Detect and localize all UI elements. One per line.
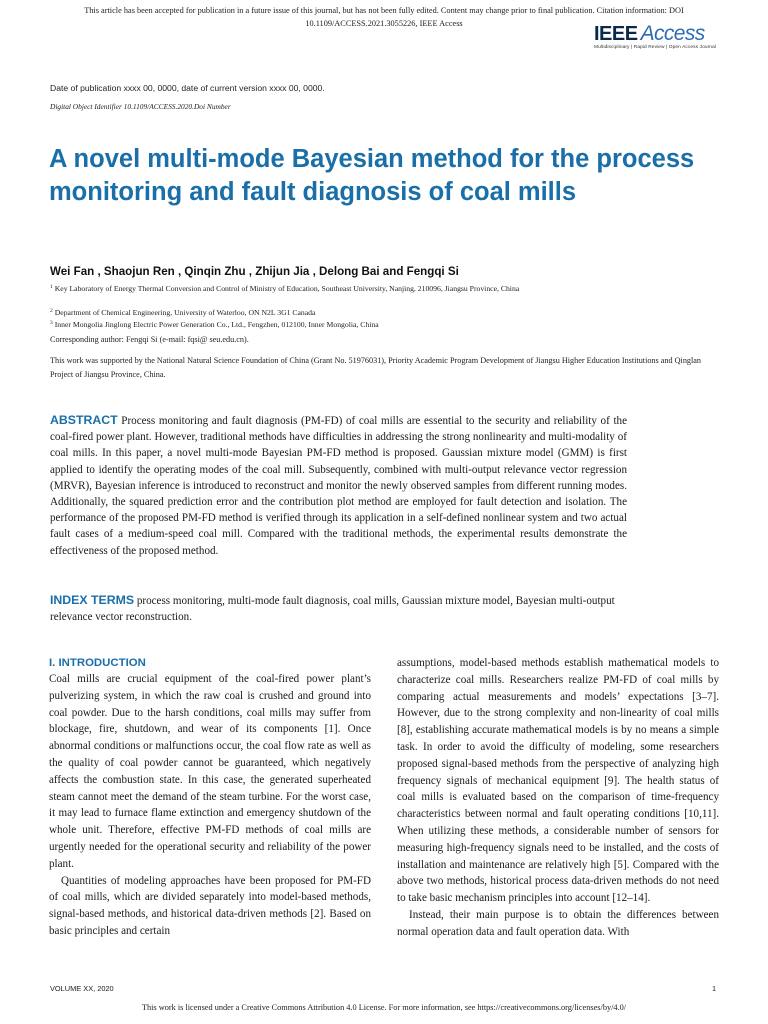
affiliation-text: Department of Chemical Engineering, University of Waterloo, ON N2L 3G1 Canada bbox=[54, 308, 316, 317]
affiliation-text: Inner Mongolia Jinglong Electric Power Generation Co., Ltd., Fengzhen, 012100, Inner Mongolia, China bbox=[54, 320, 379, 329]
page-number: 1 bbox=[712, 984, 717, 993]
left-column bbox=[49, 655, 371, 940]
body-paragraph: Coal mills are crucial equipment of the coal-fired power plant’s pulverizing system, in which the raw coal is crushed and ground into coal powder. Due to the harsh conditions, coal mills may suffer from blockage, fire, shutdown, and wear of its components [1]. Once abnormal conditions or malfunctions occur, the coal flow rate as well as the quality of coal powder cannot be guaranteed, which negatively affects the combustion state. In this case, the generated superheated steam cannot meet the demand of the steam turbine. For the worst case, it may lead to furnace flame extinction and emergency shutdown of the whole unit. Therefore, effective PM-FD methods of coal mills are urgently needed for the operational security and reliability of the power plant. bbox=[49, 673, 371, 870]
ieee-access-logo bbox=[594, 22, 734, 50]
section-heading: I. INTRODUCTION bbox=[49, 657, 146, 669]
body-paragraph: Instead, their main purpose is to obtain the differences between normal operation data and fault operation data. With bbox=[397, 908, 719, 938]
right-column bbox=[397, 655, 719, 941]
body-paragraph: assumptions, model-based methods establish mathematical models to characterize coal mills. Researchers realize PM-FD of coal mills by comparing actual measurements and models’ expectations [3–7]. However, due to the strong complexity and non-linearity of coal mills [8], establishing accurate mathematical models is by no means a simple task. In order to avoid the difficulty of modeling, some researchers proposed signal-based methods from the perspective of analyzing high frequency signals of mechanical equipment [9]. The health status of coal mills is evaluated based on the comparison of time-frequency characteristics between normal and fault operating conditions [10,11]. When utilizing these methods, a considerable number of sensors for measuring high-frequency signals need to be installed, and the costs of installation and maintenance are relatively high [5]. Compared with the above two methods, historical process data-driven methods do not need to take basic mechanism principles into account [12–14]. bbox=[397, 657, 719, 905]
affiliation-text: Key Laboratory of Energy Thermal Conversion and Control of Ministry of Education, Southeast University, Nanjing, 210096, Jiangsu Province, China bbox=[54, 284, 520, 293]
body-paragraph: Quantities of modeling approaches have been proposed for PM-FD of coal mills, which are divided separately into model-based methods, signal-based methods, and historical data-driven methods [2]. Based on basic principles and certain bbox=[49, 874, 371, 937]
abstract bbox=[50, 412, 627, 559]
top-notice: This article has been accepted for publication in a future issue of this journal, but has not been fully edited. Content may change prior to final publication. Citation information: DOI 10.1109/ACCESS.2021.3055226, IEEE Access bbox=[84, 6, 684, 28]
index-terms-label: INDEX TERMS bbox=[50, 593, 135, 607]
logo-ieee-text: IEEE bbox=[594, 23, 638, 45]
affiliation-number: 3 bbox=[50, 320, 53, 326]
logo-tagline: Multidisciplinary | Rapid Review | Open Access Journal bbox=[594, 45, 717, 50]
affiliation-3 bbox=[50, 318, 610, 330]
abstract-label: ABSTRACT bbox=[50, 413, 118, 427]
doi-line: Digital Object Identifier 10.1109/ACCESS.2020.Doi Number bbox=[50, 102, 231, 111]
license-footer: This work is licensed under a Creative Commons Attribution 4.0 License. For more information, see https://creativecommons.org/licenses/by/4.0/ bbox=[141, 1003, 627, 1012]
publication-date-line: Date of publication xxxx 00, 0000, date of current version xxxx 00, 0000. bbox=[50, 83, 325, 93]
affiliation-1 bbox=[50, 282, 610, 294]
affiliation-number: 2 bbox=[50, 308, 53, 314]
author-list: Wei Fan , Shaojun Ren , Qinqin Zhu , Zhijun Jia , Delong Bai and Fengqi Si bbox=[50, 265, 459, 278]
affiliation-2 bbox=[50, 306, 610, 318]
index-terms-text: process monitoring, multi-mode fault diagnosis, coal mills, Gaussian mixture model, Bayesian multi-output relevance vector reconstruction. bbox=[50, 595, 615, 624]
volume-footer: VOLUME XX, 2020 bbox=[50, 984, 114, 993]
funding-statement: This work was supported by the National Natural Science Foundation of China (Grant No. 51976031), Priority Academic Program Development of Jiangsu Higher Education Institutions and Qinglan Project of Jiangsu Province, China. bbox=[50, 356, 702, 379]
abstract-text: Process monitoring and fault diagnosis (PM-FD) of coal mills are essential to the security and reliability of the coal-fired power plant. However, traditional methods have difficulties in addressing the strong nonlinearity and multi-modality of coal mills. In this paper, a novel multi-mode Bayesian PM-FD method is proposed. Gaussian mixture model (GMM) is first applied to identify the operating modes of the coal mill. Subsequently, combined with multi-output relevance vector regression (MRVR), Bayesian inference is introduced to reconstruct and monitor the newly observed samples from different running modes. Additionally, the squared prediction error and the contribution plot method are employed for fault detection and isolation. The performance of the proposed PM-FD method is verified through its application in a self-defined nonlinear system and two actual fault cases of a medium-speed coal mill. Compared with the traditional methods, the experimental results demonstrate the effectiveness of the proposed method. bbox=[50, 415, 627, 557]
index-terms bbox=[50, 592, 627, 625]
affiliation-number: 1 bbox=[50, 284, 53, 290]
paper-title: A novel multi-mode Bayesian method for the process monitoring and fault diagnosis of coal mills bbox=[49, 145, 695, 206]
logo-access-text: Access bbox=[640, 22, 705, 45]
corresponding-author: Corresponding author: Fengqi Si (e-mail: fqsi@ seu.edu.cn). bbox=[50, 335, 249, 344]
